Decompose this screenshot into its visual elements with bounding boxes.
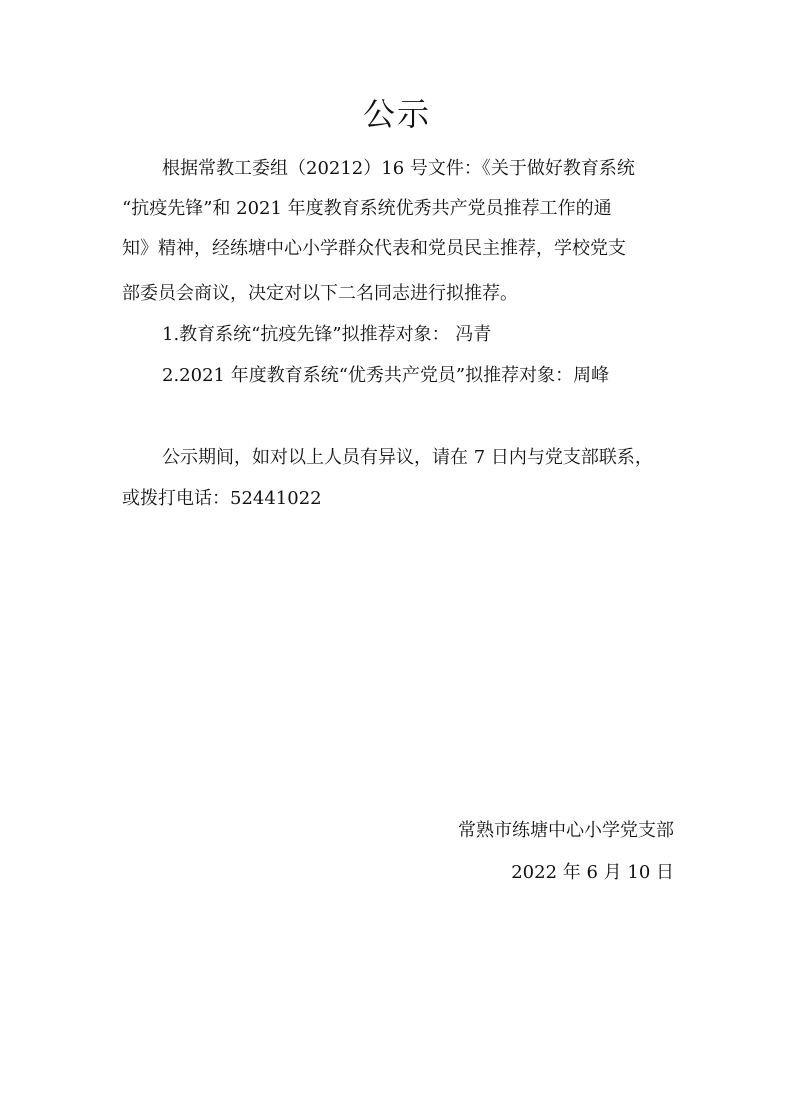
nominee-item-1: 1.教育系统“抗疫先锋”拟推荐对象： 冯青 <box>162 324 492 345</box>
paragraph1-line3: 知》精神，经练塘中心小学群众代表和党员民主推荐，学校党支 <box>122 238 626 259</box>
notice-line1: 公示期间，如对以上人员有异议，请在 7 日内与党支部联系， <box>162 447 653 468</box>
page-title: 公示 <box>362 95 431 133</box>
paragraph1-line2: “抗疫先锋”和 2021 年度教育系统优秀共产党员推荐工作的通 <box>122 198 612 219</box>
signature-organization: 常熟市练塘中心小学党支部 <box>458 820 674 841</box>
nominee-item-2: 2.2021 年度教育系统“优秀共产党员”拟推荐对象：周峰 <box>162 365 610 386</box>
paragraph1-line4: 部委员会商议，决定对以下二名同志进行拟推荐。 <box>122 283 518 304</box>
signature-date: 2022 年 6 月 10 日 <box>511 862 674 883</box>
notice-line2: 或拨打电话：52441022 <box>122 488 322 509</box>
paragraph1-line1: 根据常教工委组（20212）16 号文件：《关于做好教育系统 <box>162 158 635 179</box>
